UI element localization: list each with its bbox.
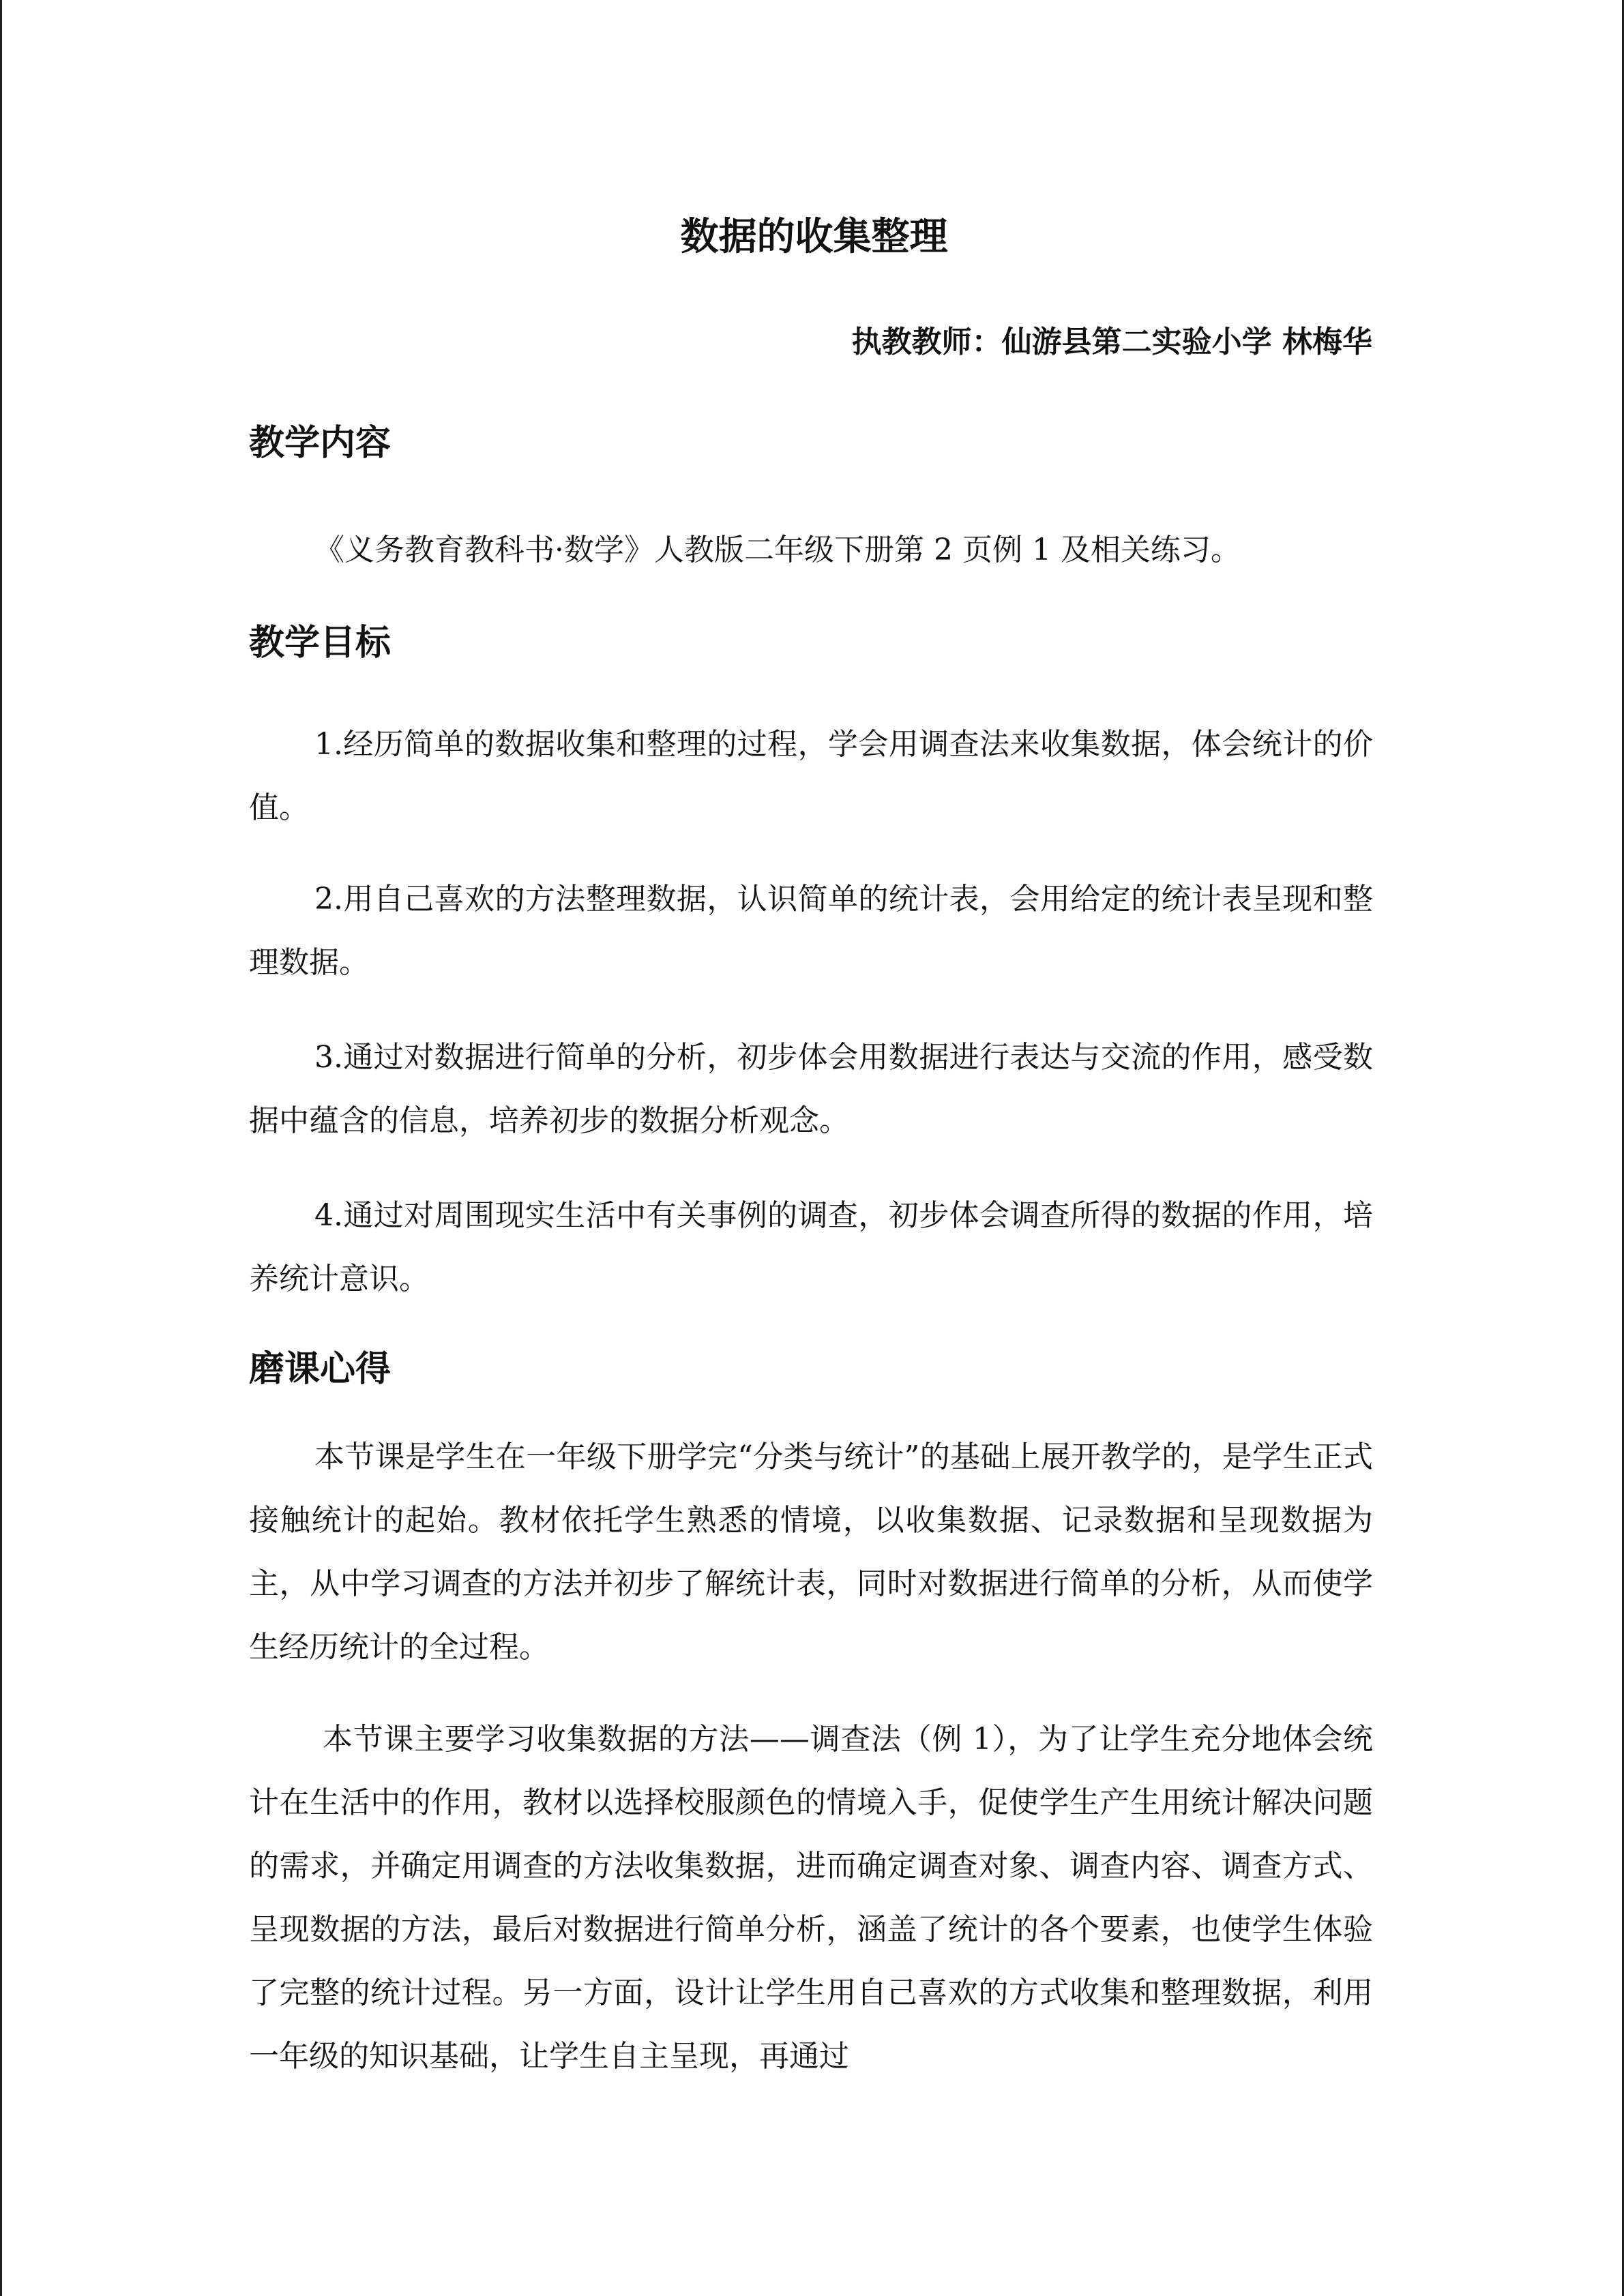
objective-item-2: 2.用自己喜欢的方法整理数据，认识简单的统计表，会用给定的统计表呈现和整理数据。 (249, 882, 1373, 980)
document-title: 数据的收集整理 (680, 215, 948, 259)
objective-item-3: 3.通过对数据进行简单的分析，初步体会用数据进行表达与交流的作用，感受数据中蕴含的信息，培养初步的数据分析观念。 (249, 1040, 1373, 1138)
section-heading-content: 教学内容 (249, 423, 392, 464)
teacher-byline: 执教教师：仙游县第二实验小学 林梅华 (851, 325, 1372, 359)
objective-item-4: 4.通过对周围现实生活中有关事例的调查，初步体会调查所得的数据的作用，培养统计意识。 (249, 1198, 1373, 1296)
objective-item-1: 1.经历简单的数据收集和整理的过程，学会用调查法来收集数据，体会统计的价值。 (249, 727, 1373, 825)
reflection-paragraph-2: 本节课主要学习收集数据的方法——调查法（例 1），为了让学生充分地体会统计在生活中的作用，教材以选择校服颜色的情境入手，促使学生产生用统计解决问题的需求，并确定用调查的方法收集数据，进而确定调查对象、调查内容、调查方式、呈现数据的方法，最后对数据进行简单分析，涵盖了统计的各个要素，也使学生体验了完整的统计过程。另一方面，设计让学生用自己喜欢的方式收集和整理数据，利用一年级的知识基础，让学生自主呈现，再通过 (249, 1722, 1373, 2074)
section-heading-objectives: 教学目标 (249, 623, 392, 664)
reflection-paragraph-1: 本节课是学生在一年级下册学完“分类与统计”的基础上展开教学的，是学生正式接触统计的起始。教材依托学生熟悉的情境，以收集数据、记录数据和呈现数据为主，从中学习调查的方法并初步了解统计表，同时对数据进行简单的分析，从而使学生经历统计的全过程。 (249, 1440, 1373, 1665)
section-heading-reflection: 磨课心得 (249, 1349, 392, 1390)
content-paragraph: 《义务教育教科书·数学》人教版二年级下册第 2 页例 1 及相关练习。 (314, 533, 1241, 567)
